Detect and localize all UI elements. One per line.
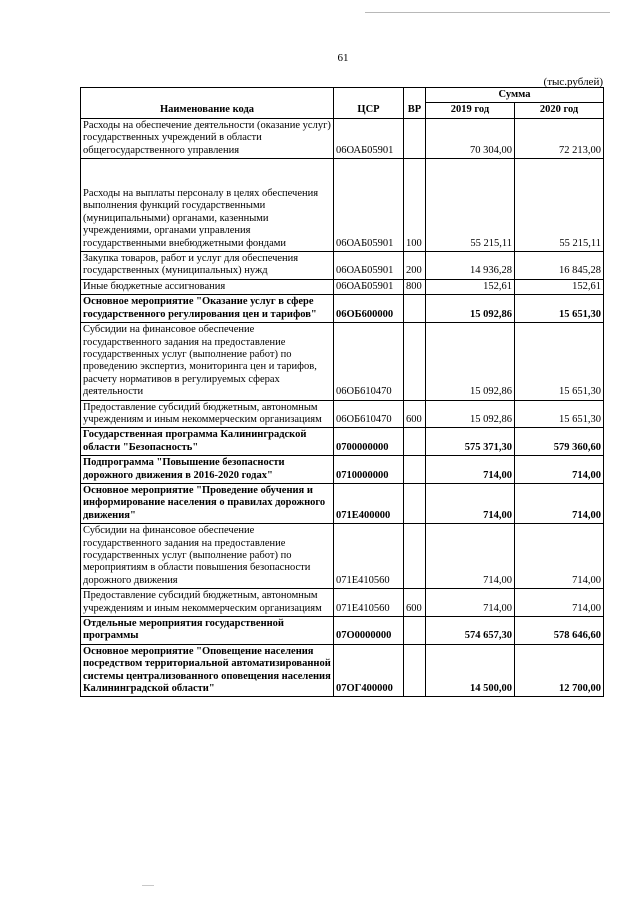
table-row bbox=[81, 323, 604, 400]
cell-csr: 06ОАБ05901 bbox=[334, 252, 404, 280]
cell-2019: 714,00 bbox=[426, 524, 515, 589]
cell-vr bbox=[404, 428, 426, 456]
cell-2019: 15 092,86 bbox=[426, 323, 515, 400]
cell-csr: 06ОБ600000 bbox=[334, 295, 404, 323]
cell-2020: 15 651,30 bbox=[515, 400, 604, 428]
cell-name: Отдельные мероприятия государственной программы bbox=[81, 617, 334, 645]
cell-name: Основное мероприятие "Оказание услуг в сфере государственного регулирования цен и тарифов" bbox=[81, 295, 334, 323]
cell-csr: 07О0000000 bbox=[334, 617, 404, 645]
cell-csr: 06ОБ610470 bbox=[334, 400, 404, 428]
table-row bbox=[81, 118, 604, 158]
cell-name: Расходы на обеспечение деятельности (оказание услуг) государственных учреждений в области общегосударственного управления bbox=[81, 118, 334, 158]
header-year-2019: 2019 год bbox=[426, 103, 515, 118]
cell-2019: 14 936,28 bbox=[426, 252, 515, 280]
header-sum: Сумма bbox=[426, 88, 604, 103]
table-row bbox=[81, 159, 604, 252]
header-csr: ЦСР bbox=[334, 88, 404, 119]
cell-vr bbox=[404, 524, 426, 589]
header-row bbox=[81, 88, 604, 103]
table-row bbox=[81, 644, 604, 697]
cell-2020: 579 360,60 bbox=[515, 428, 604, 456]
cell-2020: 714,00 bbox=[515, 456, 604, 484]
table-row bbox=[81, 400, 604, 428]
table-row bbox=[81, 589, 604, 617]
table-row bbox=[81, 428, 604, 456]
cell-2020: 714,00 bbox=[515, 589, 604, 617]
cell-name: Субсидии на финансовое обеспечение государственного задания на предоставление государственных услуг (выполнение работ) по мероприятиям в области повышения безопасности дорожного движения bbox=[81, 524, 334, 589]
table-body bbox=[81, 118, 604, 697]
cell-csr: 0710000000 bbox=[334, 456, 404, 484]
cell-vr: 600 bbox=[404, 589, 426, 617]
cell-2020: 55 215,11 bbox=[515, 159, 604, 252]
cell-2019: 55 215,11 bbox=[426, 159, 515, 252]
header-year-2020: 2020 год bbox=[515, 103, 604, 118]
cell-2020: 714,00 bbox=[515, 524, 604, 589]
cell-name: Основное мероприятие "Оповещение населения посредством территориальной автоматизированной системы централизованного оповещения населения Калининградской области" bbox=[81, 644, 334, 697]
cell-name: Государственная программа Калининградской области "Безопасность" bbox=[81, 428, 334, 456]
cell-name: Подпрограмма "Повышение безопасности дорожного движения в 2016-2020 годах" bbox=[81, 456, 334, 484]
cell-2019: 714,00 bbox=[426, 589, 515, 617]
cell-2019: 70 304,00 bbox=[426, 118, 515, 158]
cell-csr: 071Е400000 bbox=[334, 483, 404, 523]
bottom-decorative-mark bbox=[142, 885, 154, 886]
top-decorative-line bbox=[365, 12, 610, 13]
cell-vr: 800 bbox=[404, 279, 426, 294]
cell-2020: 15 651,30 bbox=[515, 295, 604, 323]
table-row bbox=[81, 456, 604, 484]
cell-name: Закупка товаров, работ и услуг для обеспечения государственных (муниципальных) нужд bbox=[81, 252, 334, 280]
cell-vr: 600 bbox=[404, 400, 426, 428]
cell-2019: 14 500,00 bbox=[426, 644, 515, 697]
cell-name: Субсидии на финансовое обеспечение государственного задания на предоставление государственных услуг (выполнение работ) по проведению экспертиз, мониторинга цен и тарифов, расчету нормативов в регулируемых сферах деятельности bbox=[81, 323, 334, 400]
cell-vr bbox=[404, 295, 426, 323]
cell-csr: 071Е410560 bbox=[334, 589, 404, 617]
cell-vr bbox=[404, 644, 426, 697]
budget-table bbox=[80, 87, 604, 697]
cell-name: Иные бюджетные ассигнования bbox=[81, 279, 334, 294]
cell-name: Предоставление субсидий бюджетным, автономным учреждениям и иным некоммерческим организациям bbox=[81, 589, 334, 617]
cell-2020: 714,00 bbox=[515, 483, 604, 523]
cell-vr: 100 bbox=[404, 159, 426, 252]
header-name: Наименование кода bbox=[81, 88, 334, 119]
cell-vr bbox=[404, 118, 426, 158]
cell-csr: 0700000000 bbox=[334, 428, 404, 456]
cell-csr: 07ОГ400000 bbox=[334, 644, 404, 697]
cell-vr: 200 bbox=[404, 252, 426, 280]
cell-2020: 72 213,00 bbox=[515, 118, 604, 158]
units-label: (тыс.рублей) bbox=[543, 76, 603, 88]
cell-2019: 15 092,86 bbox=[426, 400, 515, 428]
table-row bbox=[81, 295, 604, 323]
cell-2020: 16 845,28 bbox=[515, 252, 604, 280]
cell-2019: 574 657,30 bbox=[426, 617, 515, 645]
page-number: 61 bbox=[337, 52, 349, 64]
cell-2020: 152,61 bbox=[515, 279, 604, 294]
cell-vr bbox=[404, 323, 426, 400]
cell-vr bbox=[404, 617, 426, 645]
cell-name: Предоставление субсидий бюджетным, автономным учреждениям и иным некоммерческим организациям bbox=[81, 400, 334, 428]
table-row bbox=[81, 617, 604, 645]
cell-2019: 15 092,86 bbox=[426, 295, 515, 323]
cell-csr: 06ОБ610470 bbox=[334, 323, 404, 400]
cell-2020: 578 646,60 bbox=[515, 617, 604, 645]
cell-csr: 06ОАБ05901 bbox=[334, 159, 404, 252]
cell-csr: 06ОАБ05901 bbox=[334, 118, 404, 158]
table-row bbox=[81, 252, 604, 280]
header-vr: ВР bbox=[404, 88, 426, 119]
cell-2019: 714,00 bbox=[426, 456, 515, 484]
cell-2020: 15 651,30 bbox=[515, 323, 604, 400]
cell-vr bbox=[404, 456, 426, 484]
cell-2020: 12 700,00 bbox=[515, 644, 604, 697]
cell-name: Основное мероприятие "Проведение обучения и информирование населения о правилах дорожного движения" bbox=[81, 483, 334, 523]
cell-2019: 714,00 bbox=[426, 483, 515, 523]
table-row bbox=[81, 483, 604, 523]
cell-csr: 071Е410560 bbox=[334, 524, 404, 589]
table-row bbox=[81, 279, 604, 294]
cell-2019: 152,61 bbox=[426, 279, 515, 294]
cell-2019: 575 371,30 bbox=[426, 428, 515, 456]
cell-csr: 06ОАБ05901 bbox=[334, 279, 404, 294]
cell-vr bbox=[404, 483, 426, 523]
cell-name: Расходы на выплаты персоналу в целях обеспечения выполнения функций государственными (муниципальными) органами, казенными учреждениями, органами управления государственными внебюджетными фондами bbox=[81, 159, 334, 252]
table-row bbox=[81, 524, 604, 589]
